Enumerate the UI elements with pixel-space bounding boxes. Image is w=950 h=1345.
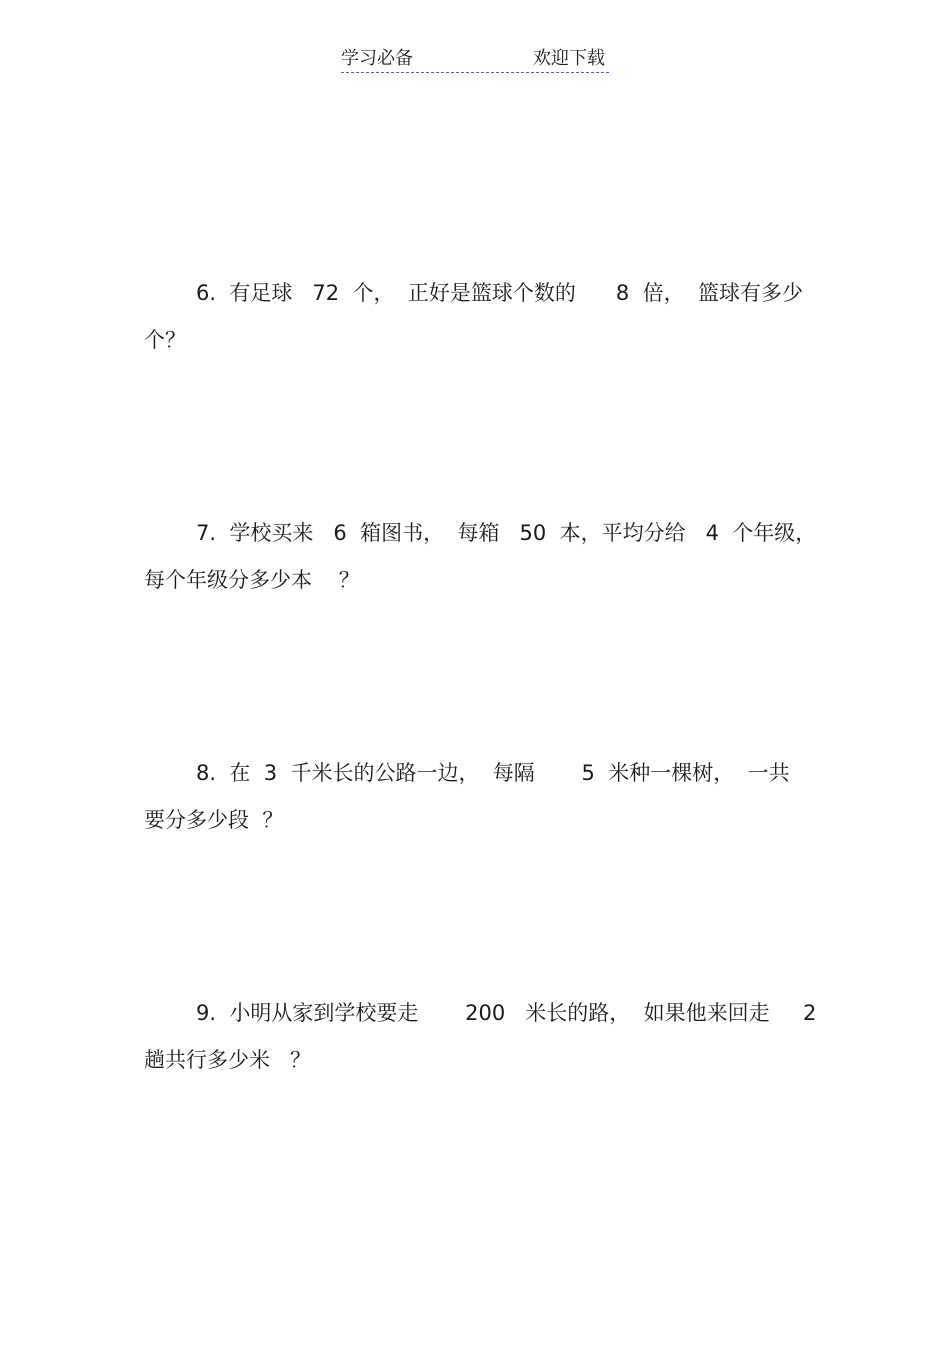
question-8-line-2: 要分多少段 ？ [144, 808, 284, 832]
question-9 [144, 990, 824, 1084]
question-8-line-1: 8. 在 3 千米长的公路一边， 每隔 5 米种一棵树， 一共 [196, 761, 790, 785]
header-left-text: 学习必备 [341, 48, 413, 69]
question-7 [144, 510, 824, 604]
question-6-line-1: 6. 有足球 72 个， 正好是篮球个数的 8 倍， 篮球有多少 [196, 281, 803, 305]
question-6 [144, 270, 824, 364]
question-9-line-2: 趟共行多少米 ？ [144, 1048, 312, 1072]
question-6-line-2: 个？ [144, 328, 186, 352]
question-8 [144, 750, 824, 844]
question-7-line-2: 每个年级分多少本 ？ [144, 568, 360, 592]
question-9-line-1: 9. 小明从家到学校要走 200 米长的路， 如果他来回走 2 [196, 1001, 817, 1025]
page-header [341, 46, 609, 73]
header-right-text: 欢迎下载 [533, 48, 605, 69]
question-7-line-1: 7. 学校买来 6 箱图书， 每箱 50 本，平均分给 4 个年级， [196, 521, 817, 545]
